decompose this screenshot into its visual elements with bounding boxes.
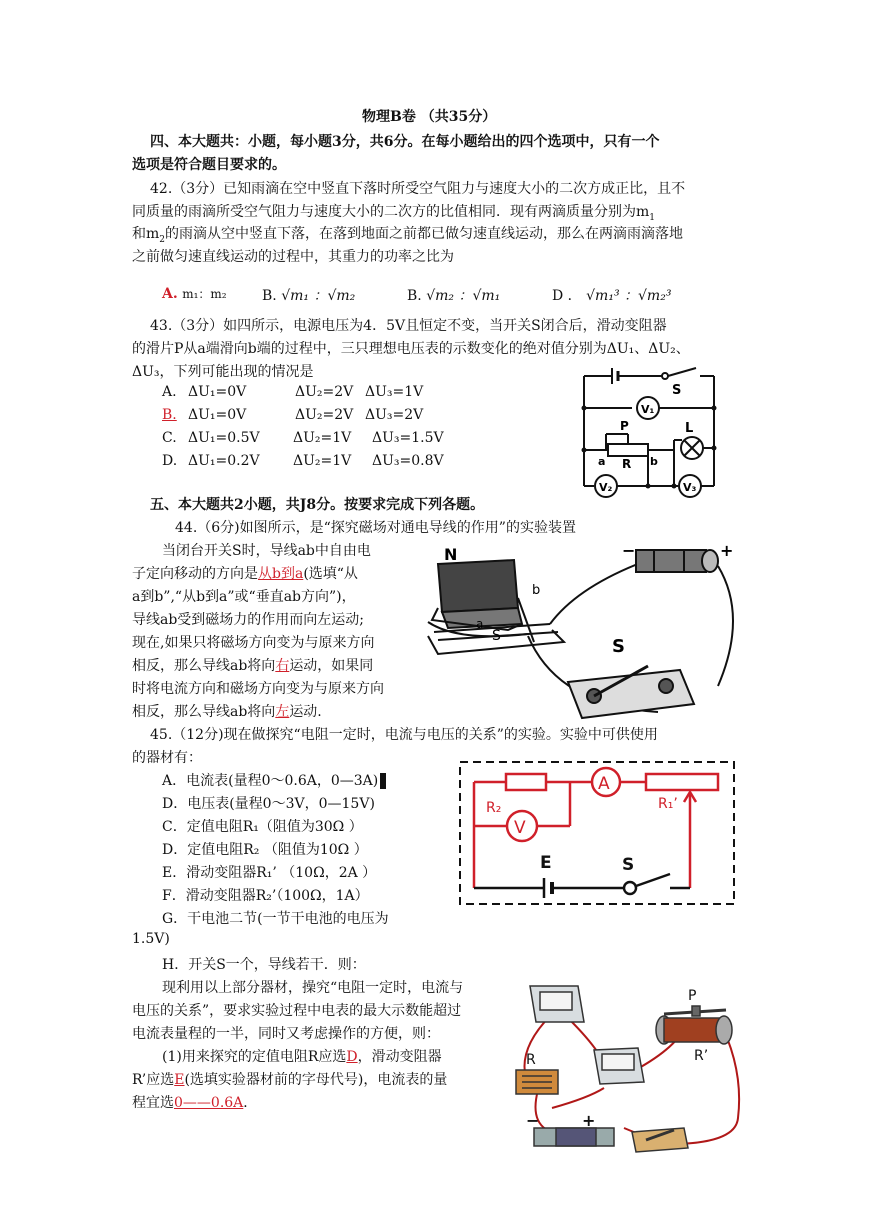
q43-option-c: C. ΔU₁=0.5V ΔU₂=1V ΔU₃=1.5V xyxy=(162,430,444,446)
q42-option-c: B. √m₂ ：√m₁ xyxy=(407,288,501,304)
q43-v2-label: V₂ xyxy=(599,481,613,494)
q45-para2: 电压的关系”，要求实验过程中电表的最大示数能超过 xyxy=(132,1003,462,1019)
q43-v3-label: V₃ xyxy=(683,481,697,494)
page-title: 物理B卷 （共35分） xyxy=(362,109,497,125)
q45-item-f: F．滑动变阻器R₂’（100Ω，1A） xyxy=(162,888,369,904)
q45-r2-label: R₂ xyxy=(486,800,502,816)
q43-line1: 43.（3分）如四所示，电源电压为4．5V且恒定不变，当开关S闭合后，滑动变阻器 xyxy=(150,318,667,334)
q44-line3: 子定向移动的方向是从b到a(选填“从 xyxy=(132,566,358,582)
q42-line1: 42.（3分）已知雨滴在空中竖直下落时所受空气阻力与速度大小的二次方成正比，且不 xyxy=(150,181,686,197)
q45-photo-p-label: P xyxy=(688,988,697,1004)
q45-line2: 的器材有： xyxy=(132,750,202,766)
q45-sub1-line1: (1)用来探究的定值电阻R应选D，滑动变阻器 xyxy=(162,1049,442,1065)
q42-option-b: B. √m₁ ：√m₂ xyxy=(262,288,356,304)
q43-switch-label: S xyxy=(672,383,682,398)
q45-r1-label: R₁’ xyxy=(658,796,678,812)
q44-south-label: S xyxy=(492,628,501,644)
q43-slider-label: P xyxy=(620,419,629,433)
q43-line2: 的滑片P从a端滑向b端的过程中，三只理想电压表的示数变化的绝对值分别为ΔU₁、ΔU₂、 xyxy=(132,341,690,357)
q45-photo-plus-label: + xyxy=(582,1111,596,1130)
q45-ammeter-label: A xyxy=(598,774,610,794)
q45-photo-rp-label: R’ xyxy=(694,1048,709,1064)
q45-sub1-line2: R’应选E(选填实验器材前的字母代号)，电流表的量 xyxy=(132,1072,448,1088)
q45-para1: 现利用以上部分器材，操究“电阻一定时，电流与 xyxy=(162,980,464,996)
q44-line8: 时将电流方向和磁场方向变为与原来方向 xyxy=(132,681,384,697)
q42-line3: 和$m_2$的雨滴从空中竖直下落，在落到地面之前都已做匀速直线运动，那么在两滴雨滴落地 xyxy=(132,226,684,245)
q45-item-d2: D．定值电阻R₂ （阻值为10Ω ） xyxy=(162,842,368,858)
q42-line2: 同质量的雨滴所受空气阻力与速度大小的二次方的比值相同．现有两滴质量分别为$m_1$ xyxy=(132,204,656,223)
q44-line7: 相反，那么导线ab将向右运动，如果同 xyxy=(132,658,374,674)
q45-sub1-line3: 程宜选0——0.6A． xyxy=(132,1095,258,1111)
q44-line5: 导线ab受到磁场力的作用而向左运动; xyxy=(132,612,365,628)
q45-item-e: E．滑动变阻器R₁’ （10Ω，2A ） xyxy=(162,865,377,881)
q44-minus-label: − xyxy=(622,541,636,560)
q45-voltmeter-label: V xyxy=(514,818,526,838)
q44-line9: 相反，那么导线ab将向左运动. xyxy=(132,704,322,720)
q45-item-a: A．电流表(量程0～0.6A，0—3A) xyxy=(162,770,386,790)
q44-switch-label: S xyxy=(612,636,625,657)
q43-option-a: A. ΔU₁=0V ΔU₂=2V ΔU₃=1V xyxy=(162,384,424,400)
q45-circuit-diagram xyxy=(458,760,736,906)
q43-line3: ΔU₃，下列可能出现的情况是 xyxy=(132,364,314,380)
q45-item-g-cont: 1.5V) xyxy=(132,931,170,947)
q43-lamp-label: L xyxy=(685,421,694,436)
q44-a-label: a xyxy=(476,617,484,631)
q45-line1: 45.（12分)现在做探究“电阻一定时，电流与电压的关系”的实验。实验中可供使用 xyxy=(150,727,658,743)
q44-line1: 44.（6分)如图所示，是“探究磁场对通电导线的作用”的实验装置 xyxy=(175,520,576,536)
q45-item-d1: D．电压表(量程0～3V，0—15V) xyxy=(162,796,375,812)
q45-para3: 电流表量程的一半，同时又考虑操作的方便，则： xyxy=(132,1026,440,1042)
q45-item-c: C．定值电阻R₁（阻值为30Ω ） xyxy=(162,819,363,835)
q45-item-g: G．干电池二节(一节干电池的电压为 xyxy=(162,911,389,927)
q45-photo-r-label: R xyxy=(526,1052,536,1068)
q45-switch-label: S xyxy=(622,855,635,875)
q44-plus-label: + xyxy=(720,541,734,560)
q45-apparatus-figure xyxy=(508,978,756,1168)
section4-heading-line2: 选项是符合题目要求的。 xyxy=(132,157,286,173)
q45-photo-minus-label: − xyxy=(526,1111,540,1130)
q43-option-b: B. ΔU₁=0V ΔU₂=2V ΔU₃=2V xyxy=(162,407,424,423)
q43-circuit-diagram xyxy=(578,362,720,500)
q43-b-label: b xyxy=(650,455,658,468)
q44-apparatus-figure xyxy=(418,536,744,726)
q44-north-label: N xyxy=(444,545,458,564)
q43-a-label: a xyxy=(598,455,606,468)
q45-battery-label: E xyxy=(540,853,552,873)
section5-heading: 五、本大题共2小题，共J8分。按要求完成下列各题。 xyxy=(150,497,485,513)
q44-line6: 现在,如果只将磁场方向变为与原来方向 xyxy=(132,635,375,651)
q42-line4: 之前做匀速直线运动的过程中，其重力的功率之比为 xyxy=(132,249,454,265)
q43-option-d: D. ΔU₁=0.2V ΔU₂=1V ΔU₃=0.8V xyxy=(162,453,444,469)
q45-item-h: H．开关S一个，导线若干．则： xyxy=(162,957,366,973)
q43-v1-label: V₁ xyxy=(641,403,655,416)
q42-option-d: D ． √m₁³ ：√m₂³ xyxy=(552,288,672,304)
q42-option-a: A. m₁：m₂ xyxy=(162,286,227,302)
section4-heading-line1: 四、本大题共：小题，每小题3分，共6分。在每小题给出的四个选项中，只有一个 xyxy=(150,134,660,150)
q44-line4: a到b”,“从b到a”或“垂直ab方向”)， xyxy=(132,589,356,605)
q44-line2: 当闭台开关S时，导线ab中自由电 xyxy=(162,543,371,559)
q43-r-label: R xyxy=(622,457,632,471)
q44-b-label: b xyxy=(532,583,541,598)
